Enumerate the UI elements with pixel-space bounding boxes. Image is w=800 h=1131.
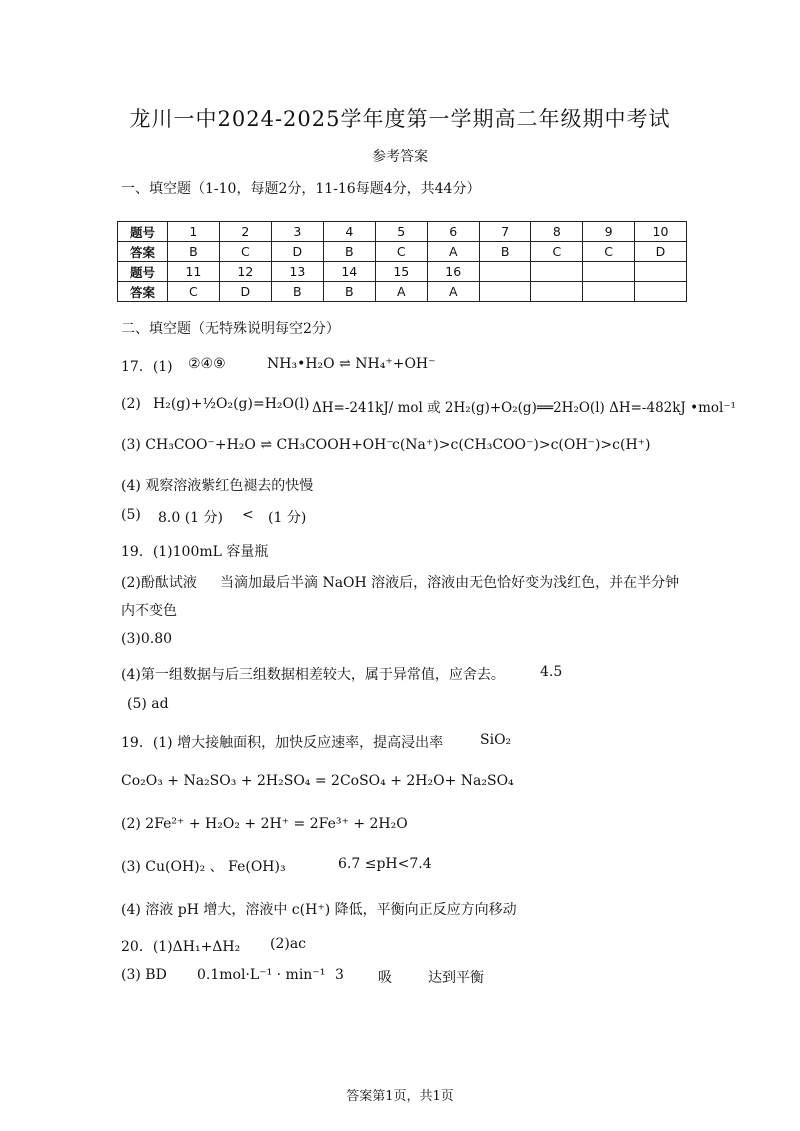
q19a-2-endpoint: 当滴加最后半滴 NaOH 溶液后，溶液由无色恰好变为浅红色，并在半分钟 bbox=[220, 575, 680, 591]
q19a-2-endpoint-cont: 内不变色 bbox=[121, 603, 177, 619]
table-cell bbox=[583, 262, 635, 282]
table-cell: 3 bbox=[271, 222, 323, 242]
table-cell: 15 bbox=[375, 262, 427, 282]
table-cell bbox=[583, 282, 635, 302]
q17-5-compare: < bbox=[242, 507, 254, 523]
table-cell: D bbox=[271, 242, 323, 262]
q17-5-label: (5) bbox=[121, 507, 141, 523]
table-cell: C bbox=[167, 282, 219, 302]
table-cell bbox=[479, 262, 531, 282]
q20-3-state: 达到平衡 bbox=[428, 970, 484, 986]
q20-3-answer: (3) BD bbox=[121, 967, 167, 983]
q20-3-heat: 吸 bbox=[378, 970, 392, 986]
table-cell: D bbox=[634, 242, 686, 262]
table-cell: A bbox=[427, 242, 479, 262]
answer-table bbox=[117, 221, 687, 302]
table-cell: 1 bbox=[167, 222, 219, 242]
q17-2-equation: H₂(g)+½O₂(g)=H₂O(l) bbox=[153, 396, 310, 412]
q17-3-equation: (3) CH₃COO⁻+H₂O ⇌ CH₃COOH+OH⁻ bbox=[121, 437, 394, 453]
table-cell: B bbox=[271, 282, 323, 302]
table-cell: A bbox=[427, 282, 479, 302]
q19b-2-equation: (2) 2Fe²⁺ + H₂O₂ + 2H⁺ = 2Fe³⁺ + 2H₂O bbox=[121, 816, 408, 832]
q19b-equation: Co₂O₃ + Na₂SO₃ + 2H₂SO₄ = 2CoSO₄ + 2H₂O+ Na₂SO₄ bbox=[121, 773, 514, 789]
q19a-2-indicator: (2)酚酞试液 bbox=[121, 575, 197, 591]
table-cell bbox=[634, 282, 686, 302]
q19b-1-answer: 19．(1) 增大接触面积，加快反应速率，提高浸出率 bbox=[121, 735, 444, 751]
q17-5-points: (1 分) bbox=[268, 510, 307, 526]
q19b-4-answer: (4) 溶液 pH 增大，溶液中 c(H⁺) 降低，平衡向正反应方向移动 bbox=[121, 902, 517, 918]
table-cell: 6 bbox=[427, 222, 479, 242]
table-cell: 16 bbox=[427, 262, 479, 282]
q17-4-answer: (4) 观察溶液紫红色褪去的快慢 bbox=[121, 478, 314, 494]
q19b-3-precipitates: (3) Cu(OH)₂ 、 Fe(OH)₃ bbox=[121, 859, 286, 875]
table-cell: D bbox=[219, 282, 271, 302]
table-cell bbox=[531, 282, 583, 302]
page-subtitle: 参考答案 bbox=[372, 149, 428, 165]
q20-3-value: 3 bbox=[335, 967, 344, 983]
section-heading-1: 一、填空题（1-10，每题2分，11-16每题4分，共44分） bbox=[121, 181, 481, 197]
q17-1-label: 17．(1) bbox=[121, 359, 173, 375]
table-cell: 8 bbox=[531, 222, 583, 242]
q19a-1-answer: 19．(1)100mL 容量瓶 bbox=[121, 544, 269, 560]
table-cell: 14 bbox=[323, 262, 375, 282]
table-cell: 5 bbox=[375, 222, 427, 242]
table-row bbox=[118, 242, 687, 262]
q17-5-value: 8.0 (1 分) bbox=[158, 510, 223, 526]
table-cell: 10 bbox=[634, 222, 686, 242]
table-row bbox=[118, 282, 687, 302]
table-cell: B bbox=[323, 282, 375, 302]
q19a-4-value: 4.5 bbox=[540, 664, 563, 680]
q19a-5-answer: (5) ad bbox=[127, 696, 169, 712]
table-cell: C bbox=[219, 242, 271, 262]
q19a-3-answer: (3)0.80 bbox=[121, 631, 173, 647]
q20-1-answer: 20．(1)ΔH₁+ΔH₂ bbox=[121, 939, 241, 955]
table-cell: C bbox=[375, 242, 427, 262]
table-cell: 7 bbox=[479, 222, 531, 242]
q17-1-equation: NH₃•H₂O ⇌ NH₄⁺+OH⁻ bbox=[267, 356, 436, 372]
table-cell: A bbox=[375, 282, 427, 302]
table-cell: 12 bbox=[219, 262, 271, 282]
table-row bbox=[118, 222, 687, 242]
section-heading-2: 二、填空题（无特殊说明每空2分） bbox=[121, 321, 340, 337]
page-title: 龙川一中2024-2025学年度第一学期高二年级期中考试 bbox=[129, 107, 671, 131]
q19b-3-ph-range: 6.7 ≤pH<7.4 bbox=[338, 856, 432, 872]
q20-3-rate: 0.1mol·L⁻¹ · min⁻¹ bbox=[197, 967, 326, 983]
table-row-label: 答案 bbox=[118, 282, 168, 302]
table-cell: 11 bbox=[167, 262, 219, 282]
table-cell: B bbox=[167, 242, 219, 262]
table-cell: C bbox=[531, 242, 583, 262]
q17-2-enthalpy: ΔH=-241kJ/ mol 或 2H₂(g)+O₂(g)══2H₂O(l) ΔH=-482kJ •mol⁻¹ bbox=[312, 400, 736, 416]
q20-2-answer: (2)ac bbox=[270, 936, 307, 952]
q17-1-answer: ②④⑨ bbox=[188, 356, 226, 372]
table-cell: 4 bbox=[323, 222, 375, 242]
table-cell bbox=[531, 262, 583, 282]
table-cell: B bbox=[479, 242, 531, 262]
page-footer: 答案第1页，共1页 bbox=[346, 1089, 454, 1104]
q17-3-concentration-order: c(Na⁺)>c(CH₃COO⁻)>c(OH⁻)>c(H⁺) bbox=[392, 437, 651, 453]
q17-2-label: (2) bbox=[121, 396, 141, 412]
q19a-4-answer: (4)第一组数据与后三组数据相差较大，属于异常值，应舍去。 bbox=[121, 667, 505, 683]
table-row-label: 题号 bbox=[118, 262, 168, 282]
table-row-label: 题号 bbox=[118, 222, 168, 242]
table-cell: 13 bbox=[271, 262, 323, 282]
q19b-1-residue: SiO₂ bbox=[480, 732, 512, 748]
table-row bbox=[118, 262, 687, 282]
table-cell bbox=[634, 262, 686, 282]
table-row-label: 答案 bbox=[118, 242, 168, 262]
table-cell bbox=[479, 282, 531, 302]
table-cell: 9 bbox=[583, 222, 635, 242]
table-cell: 2 bbox=[219, 222, 271, 242]
table-cell: C bbox=[583, 242, 635, 262]
table-cell: B bbox=[323, 242, 375, 262]
